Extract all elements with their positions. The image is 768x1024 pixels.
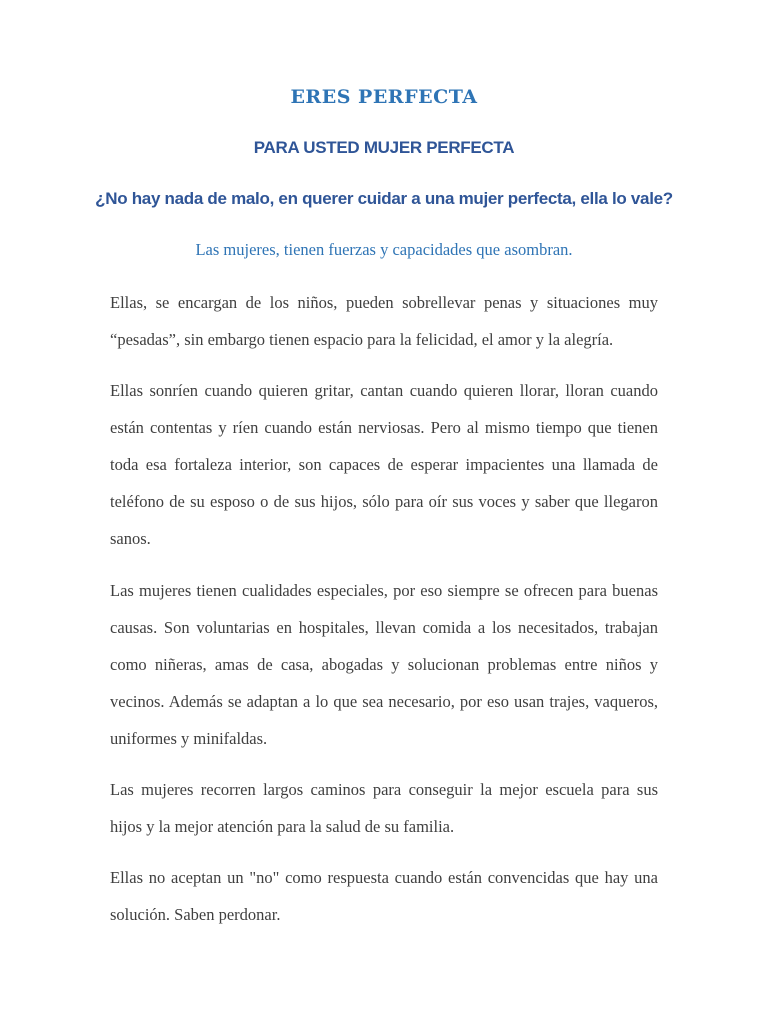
document-subtitle: PARA USTED MUJER PERFECTA xyxy=(253,138,515,157)
body-paragraph-3: Las mujeres tienen cualidades especiales, por eso siempre se ofrecen para buenas causas. Son voluntarias en hospitales, llevan comida a los necesitados, trabajan como niñeras, amas de casa, abogadas y solucionan problemas entre niños y vecinos. Además se adaptan a lo que sea necesario, por eso usan trajes, vaqueros, uniformes y minifaldas. xyxy=(110,581,658,748)
body-paragraph-2: Ellas sonríen cuando quieren gritar, cantan cuando quieren llorar, lloran cuando están contentas y ríen cuando están nerviosas. Pero al mismo tiempo que tienen toda esa fortaleza interior, son capaces de esperar impacientes una llamada de teléfono de su esposo o de sus hijos, sólo para oír sus voces y saber que llegaron sanos. xyxy=(110,381,658,548)
body-paragraph-5: Ellas no aceptan un "no" como respuesta cuando están convencidas que hay una solución. Saben perdonar. xyxy=(110,868,658,924)
document-title: ERES PERFECTA xyxy=(290,86,478,108)
body-paragraph-4: Las mujeres recorren largos caminos para conseguir la mejor escuela para sus hijos y la mejor atención para la salud de su familia. xyxy=(110,780,658,836)
document-question: ¿No hay nada de malo, en querer cuidar a una mujer perfecta, ella lo vale? xyxy=(95,189,673,208)
lead-paragraph: Las mujeres, tienen fuerzas y capacidades que asombran. xyxy=(195,240,573,259)
body-paragraph-1: Ellas, se encargan de los niños, pueden sobrellevar penas y situaciones muy “pesadas”, sin embargo tienen espacio para la felicidad, el amor y la alegría. xyxy=(110,293,658,349)
